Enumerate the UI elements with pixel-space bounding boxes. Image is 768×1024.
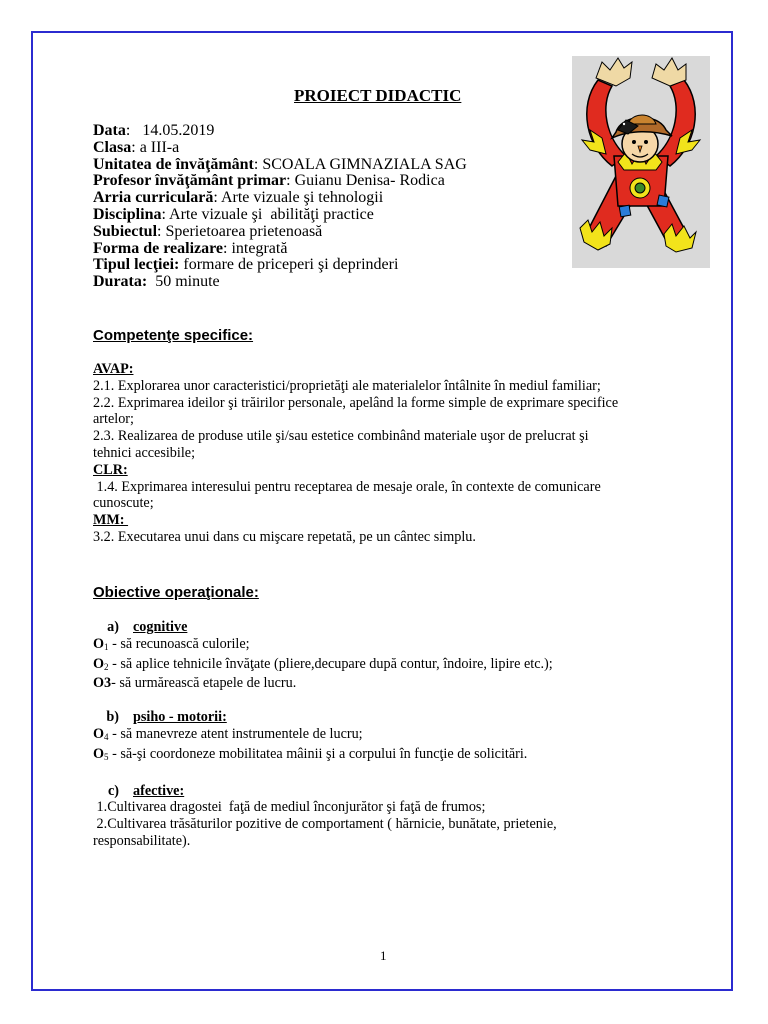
obiective-heading: Obiective operaţionale:: [93, 584, 259, 601]
info-label: Arria curriculară: [93, 189, 214, 207]
lesson-info: [93, 122, 513, 290]
info-value: a III-a: [135, 138, 180, 156]
scarecrow-illustration: [572, 56, 710, 268]
info-value: Arte vizuale şi abilităţi practice: [165, 205, 374, 223]
avap-item: 2.1. Explorarea unor caracteristici/proprietăţi ale materialelor întâlnite în mediul familiar;: [93, 377, 601, 394]
objective-item: $O_1$ - să recunoască culorile;: [93, 635, 250, 652]
clr-item: 1.4. Exprimarea interesului pentru receptarea de mesaje orale, în contexte de comunicare: [93, 478, 601, 495]
info-label: Profesor învăţământ primar: [93, 172, 287, 190]
page-number: 1: [380, 948, 387, 963]
afective-item: responsabilitate).: [93, 832, 191, 849]
info-value: 14.05.2019: [130, 122, 215, 139]
psiho-heading: b) psiho - motorii:: [106, 709, 227, 726]
mm-item: 3.2. Executarea unui dans cu mişcare repetată, pe un cântec simplu.: [93, 528, 476, 545]
info-row-data: Data: 14.05.2019: [93, 122, 215, 139]
page-title: PROIECT DIDACTIC: [294, 86, 462, 105]
info-label: Tipul lecţiei:: [93, 256, 180, 274]
info-value: Arte vizuale şi tehnologii: [217, 189, 384, 207]
objective-item: O3- să urmărească etapele de lucru.: [93, 675, 297, 692]
info-label: Disciplina: [93, 205, 162, 223]
info-row-profesor: Profesor învăţământ primar: Guianu Denisa- Rodica: [93, 172, 445, 190]
info-row-subiectul: Subiectul: Sperietoarea prietenoasă: [93, 222, 323, 240]
info-value: SCOALA GIMNAZIALA SAG: [258, 155, 467, 173]
objective-item: $O_2$ - să aplice tehnicile învăţate (pliere,decupare după contur, îndoire, lipire etc.);: [93, 655, 553, 672]
scarecrow-icon: [572, 56, 710, 268]
info-label: Unitatea de învăţământ: [93, 155, 254, 173]
objective-item: $O_4$ - să manevreze atent instrumentele de lucru;: [93, 725, 363, 742]
avap-item: 2.2. Exprimarea ideilor şi trăirilor personale, apelând la forme simple de exprimare specifice: [93, 394, 619, 411]
afective-item: 2.Cultivarea trăsăturilor pozitive de comportament ( hărnicie, bunătate, prietenie,: [93, 816, 557, 833]
cognitive-heading: a) cognitive: [107, 619, 188, 635]
competente-heading: Competenţe specifice:: [93, 327, 254, 344]
clr-item: cunoscute;: [93, 495, 154, 512]
competente-section: [93, 361, 683, 546]
info-row-unitatea: Unitatea de învăţământ: SCOALA GIMNAZIALA SAG: [93, 155, 467, 173]
info-label: Data: [93, 122, 126, 139]
info-row-tipul: [93, 256, 513, 273]
mm-label: MM:: [93, 512, 129, 529]
info-row-clasa: Clasa: a III-a: [93, 138, 180, 156]
info-value: Guianu Denisa- Rodica: [290, 172, 445, 190]
avap-item: artelor;: [93, 411, 134, 428]
info-value: integrată: [227, 239, 288, 257]
info-row-arria: Arria curriculară: Arte vizuale şi tehnologii: [93, 189, 384, 207]
info-label: Subiectul: [93, 222, 158, 240]
info-row-forma: Forma de realizare: integrată: [93, 239, 288, 257]
info-value: formare de priceperi şi deprinderi: [179, 256, 399, 274]
afective-heading: c) afective:: [107, 782, 185, 799]
clr-label: CLR:: [93, 461, 128, 478]
info-value: Sperietoarea prietenoasă: [161, 222, 323, 240]
obiective-section: [93, 619, 683, 850]
info-row-durata: [93, 273, 513, 290]
objective-item: $O_5$ - să-şi coordoneze mobilitatea mâinii şi a corpului în funcţie de solicitări.: [93, 745, 528, 762]
afective-item: 1.Cultivarea dragostei faţă de mediul înconjurător şi faţă de frumos;: [93, 799, 486, 816]
info-row-disciplina: Disciplina: Arte vizuale şi abilităţi practice: [93, 205, 374, 223]
avap-item: 2.3. Realizarea de produse utile şi/sau estetice combinând materiale uşor de prelucrat şi: [93, 428, 589, 445]
avap-label: AVAP:: [93, 361, 134, 377]
info-label: Durata:: [93, 273, 148, 291]
info-label: Clasa: [93, 138, 132, 156]
info-value: 50 minute: [147, 273, 220, 291]
avap-item: tehnici accesibile;: [93, 444, 196, 461]
info-label: Forma de realizare: [93, 239, 224, 257]
